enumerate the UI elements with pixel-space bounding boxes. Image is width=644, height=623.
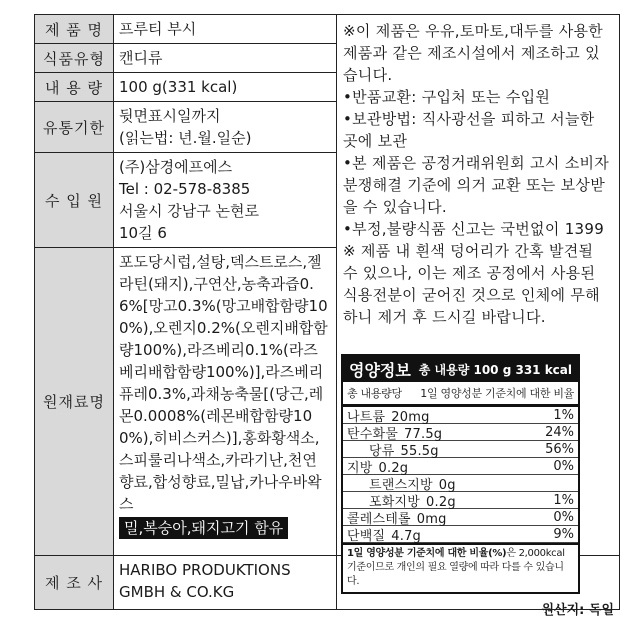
nutrient-name: 당류 [369, 443, 395, 459]
food-type-label: 식품유형 [35, 44, 114, 73]
nutrition-row [343, 509, 578, 526]
nutrition-row [343, 407, 578, 424]
notes-list [343, 20, 613, 328]
nutrient-name: 나트륨 [347, 409, 386, 425]
volume-label: 내 용 량 [35, 73, 114, 102]
nutrient-amount: 0mg [416, 511, 447, 527]
nutrient-amount: 0g [438, 477, 456, 493]
nutrient-name-amount [347, 525, 421, 544]
product-name-label: 제 품 명 [35, 15, 114, 44]
note-item: •반품교환: 구입처 또는 수입원 [343, 88, 551, 106]
importer-tel: Tel : 02-578-8385 [119, 180, 251, 198]
nutrient-percent: 1% [553, 407, 574, 423]
manufacturer-value [114, 556, 337, 610]
nutrition-row [343, 441, 578, 458]
nutrition-header [343, 356, 578, 382]
nutrition-panel [341, 354, 580, 594]
nutrient-percent: 1% [553, 492, 574, 508]
manufacturer-line2: GMBH & CO.KG [119, 583, 235, 601]
product-name-value: 프루티 부시 [114, 15, 337, 44]
nutrition-footnote [343, 543, 578, 591]
nutrient-name: 포화지방 [369, 494, 421, 510]
note-item: •본 제품은 공정거래위원회 고시 소비자 분쟁해결 기준에 의거 교환 또는 보상받을 수 있습니다. [343, 154, 610, 216]
nutrition-row [343, 458, 578, 475]
importer-label: 수 입 원 [35, 153, 114, 248]
manufacturer-line1: HARIBO PRODUKTIONS [119, 561, 291, 579]
nutrient-name: 탄수화물 [347, 426, 399, 442]
note-item: •보관방법: 직사광선을 피하고 서늘한 곳에 보관 [343, 110, 595, 150]
nutrient-percent: 0% [553, 458, 574, 474]
note-item: •부정,불량식품 신고는 국번없이 1399 [343, 220, 605, 238]
expiry-label: 유통기한 [35, 102, 114, 153]
nutrition-row [343, 475, 578, 492]
nutrition-rows [343, 407, 578, 543]
allergen-box: 밀,복숭아,돼지고기 함유 [119, 517, 288, 539]
nutrition-footnote-bold: 1일 영양성분 기준치에 대한 비율(%) [347, 548, 507, 559]
nutrient-percent: 56% [545, 441, 574, 457]
volume-value: 100 g(331 kcal) [114, 73, 337, 102]
nutrient-amount: 0.2g [426, 494, 456, 510]
importer-address-line2: 10길 6 [119, 224, 167, 242]
ingredients-value [114, 248, 337, 556]
expiry-note: (읽는법: 년.월.일순) [119, 129, 252, 147]
nutrient-amount: 20mg [391, 409, 430, 425]
ingredients-text: 포도당시럽,설탕,덱스트로스,젤라틴(돼지),구연산,농축과즙0.6%[망고0.3%(망고배합함량100%),오렌지0.2%(오렌지배합함량100%),라즈베리0.1%(라즈베리배합함량100%)],라즈베리퓨레0.3%,과채농축물[(당근,레몬0.0008%(레몬배합함량100%),히비스커스)],홍화황색소,스피룰리나색소,카라기난,천연향료,합성향료,밀납,카나우바왁스 [119, 253, 328, 513]
nutrient-name: 지방 [347, 460, 373, 476]
nutrition-row [343, 492, 578, 509]
importer-name: (주)삼경에프에스 [119, 158, 233, 176]
origin-text: 원산지: 독일 [541, 603, 614, 618]
nutrition-footnote-rest: 은 2,000kcal 기준이므로 개인의 필요 열량에 따라 다를 수 있습니다. [347, 548, 565, 587]
nutrition-row [343, 526, 578, 543]
expiry-value [114, 102, 337, 153]
expiry-text: 뒷면표시일까지 [119, 107, 221, 125]
importer-address-line1: 서울시 강남구 논현로 [119, 202, 259, 220]
importer-value [114, 153, 337, 248]
note-item: ※이 제품은 우유,토마토,대두를 사용한 제품과 같은 제조시설에서 제조하고 있습니다. [343, 22, 604, 84]
nutrition-total: 총 내용량 100 g 331 kcal [418, 362, 572, 377]
nutrient-percent: 24% [545, 424, 574, 440]
nutrition-row [343, 424, 578, 441]
nutrient-amount: 55.5g [400, 443, 439, 459]
food-type-value: 캔디류 [114, 44, 337, 73]
nutrient-name: 단백질 [347, 528, 386, 544]
ingredients-label: 원재료명 [35, 248, 114, 556]
nutrient-percent: 9% [553, 526, 574, 542]
nutrition-title: 영양정보 [349, 360, 411, 380]
nutrition-col-left: 총 내용량당 [347, 387, 402, 400]
manufacturer-label: 제 조 사 [35, 556, 114, 610]
nutrient-amount: 0.2g [378, 460, 409, 476]
nutrient-amount: 77.5g [404, 426, 443, 442]
nutrient-name: 콜레스테롤 [347, 511, 411, 527]
nutrition-col-right: 1일 영양성분 기준치에 대한 비율 [420, 387, 574, 400]
nutrient-percent: 0% [553, 509, 574, 525]
nutrition-column-header [343, 382, 578, 407]
nutrient-amount: 4.7g [391, 528, 422, 544]
note-item: ※ 제품 내 흰색 덩어리가 간혹 발견될 수 있으나, 이는 제조 공정에서 사용된 식용전분이 굳어진 것으로 인체에 무해하니 제거 후 드시길 바랍니다. [343, 242, 600, 326]
nutrient-name: 트랜스지방 [369, 477, 433, 493]
